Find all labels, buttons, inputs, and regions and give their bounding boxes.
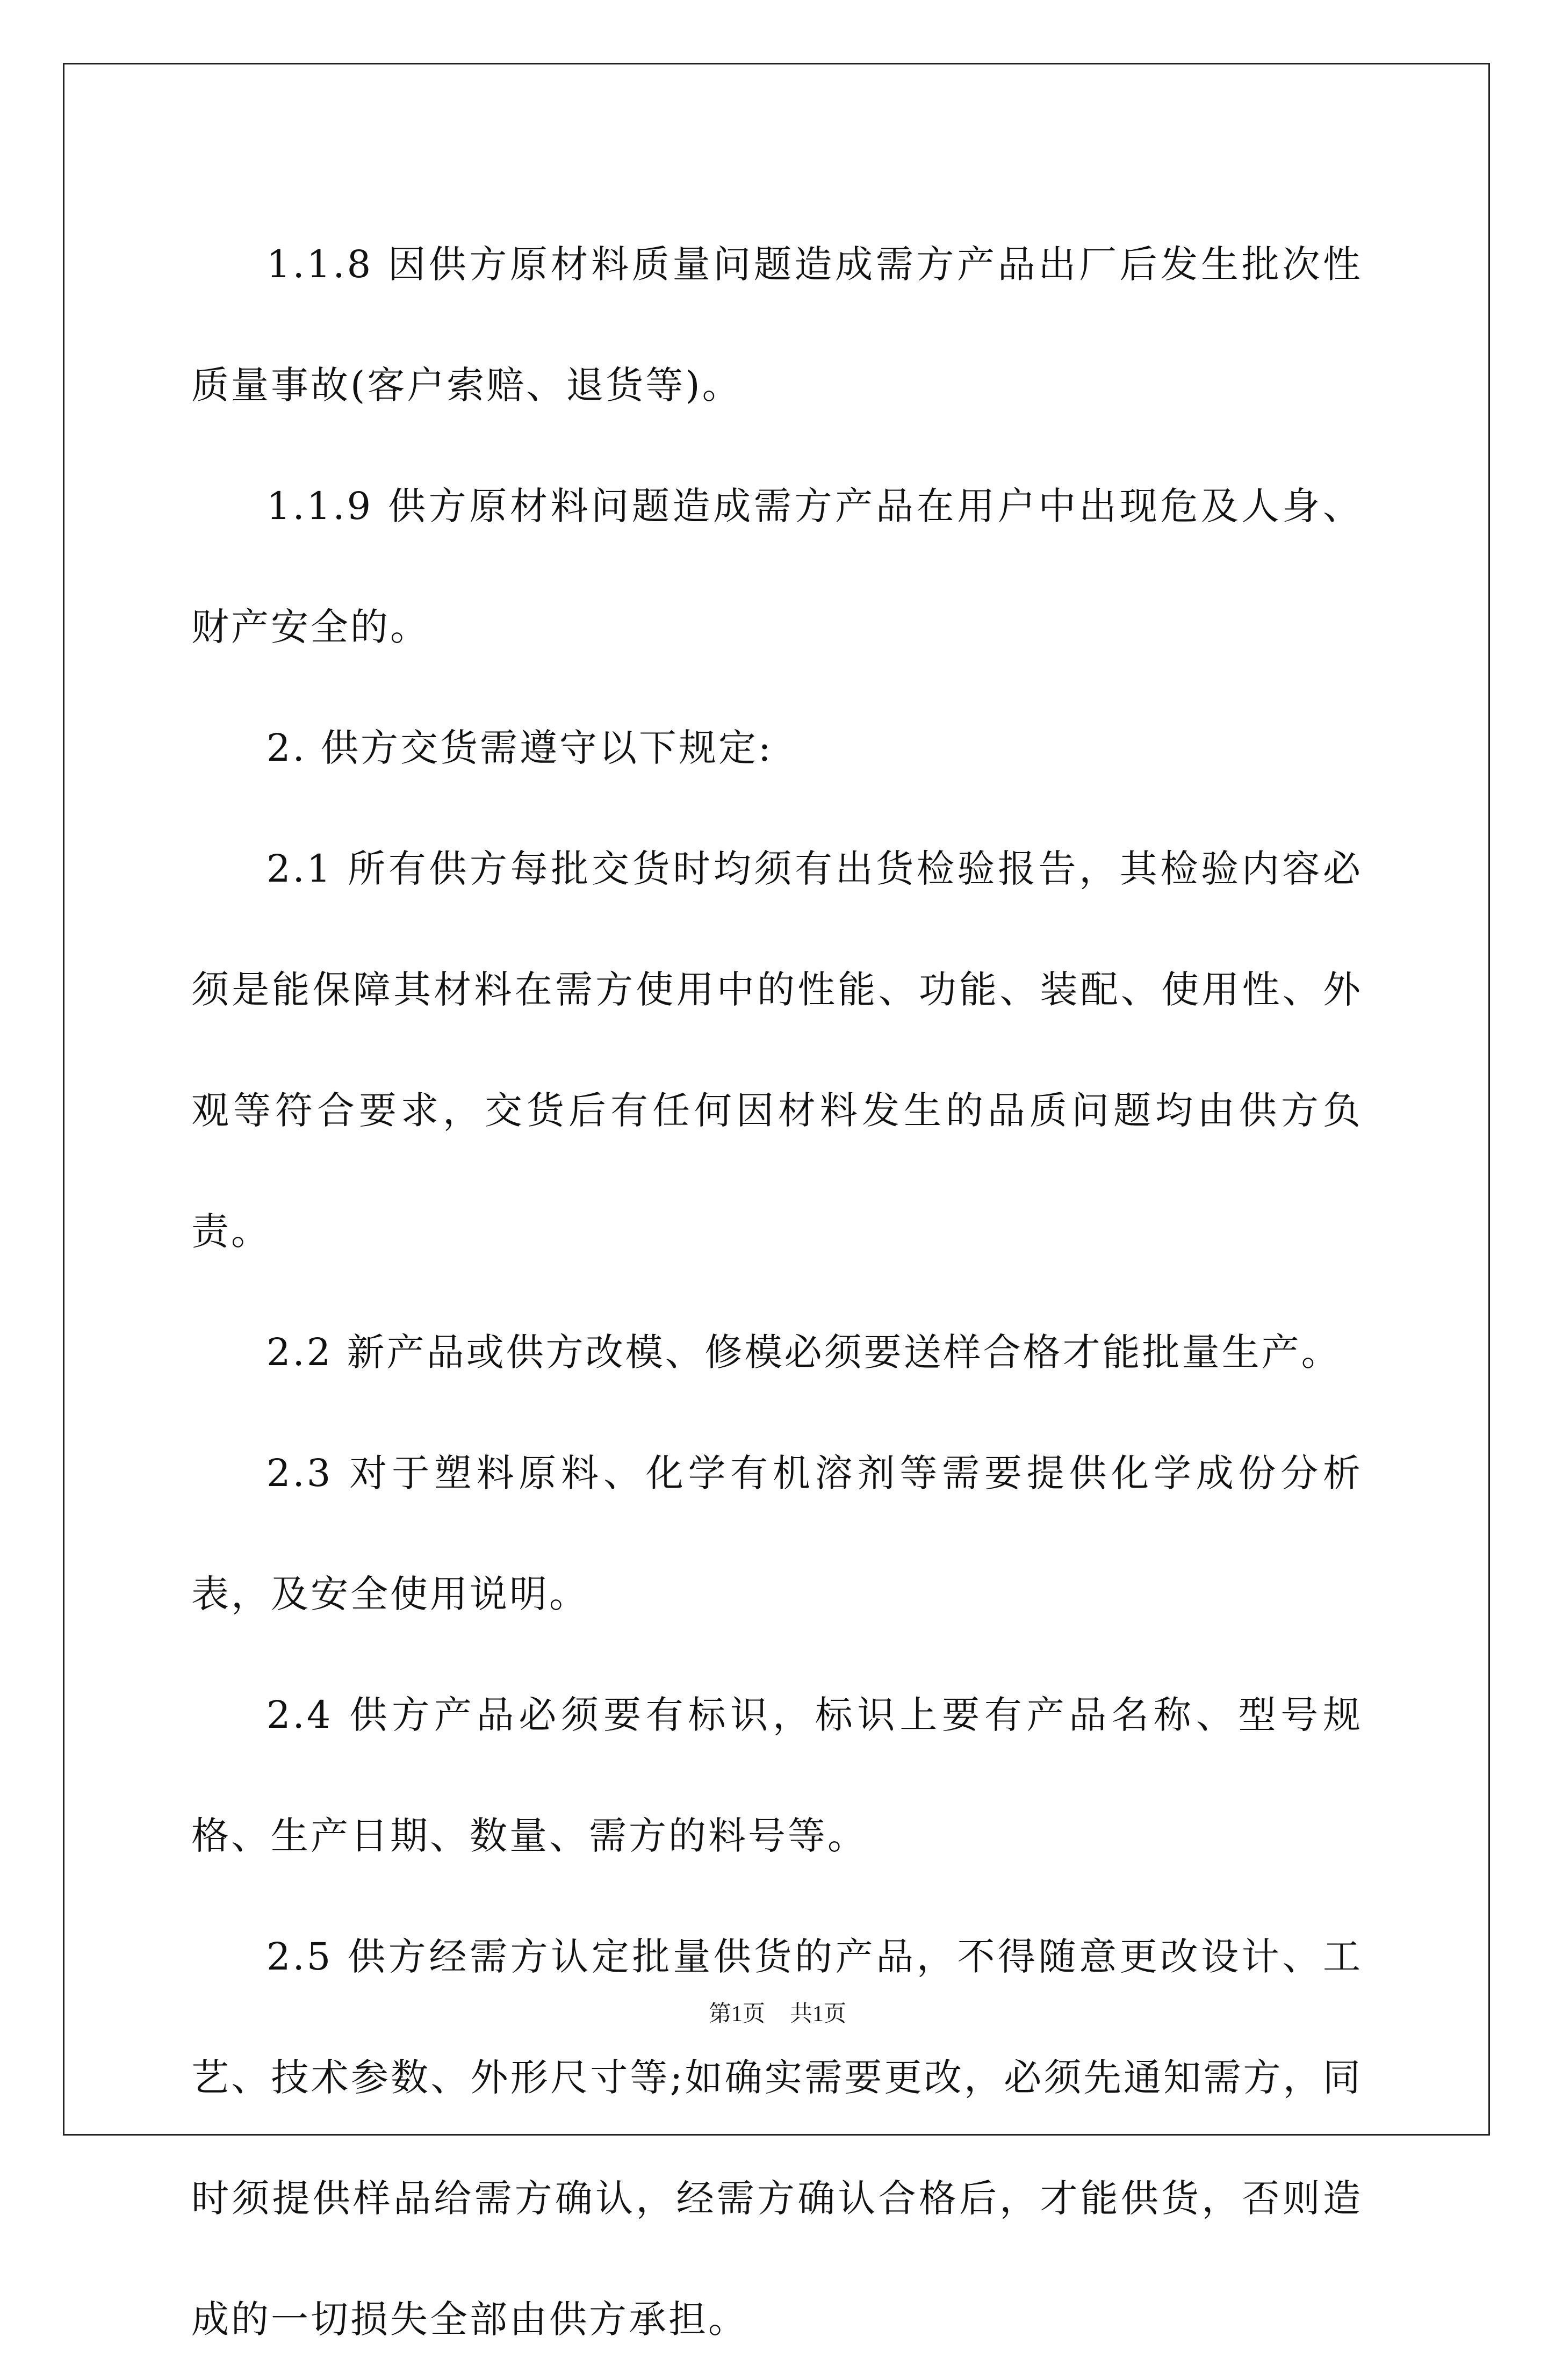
paragraph-2: 2. 供方交货需遵守以下规定: — [267, 726, 773, 770]
paragraph-2-1: 2.1 所有供方每批交货时均须有出货检验报告，其检验内容必须是能保障其材料在需方使用中的性能、功能、装配、使用性、外观等符合要求，交货后有任何因材料发生的品质问题均由供方负责。 — [191, 847, 1363, 1253]
paragraph-2-4: 2.4 供方产品必须要有标识，标识上要有产品名称、型号规格、生产日期、数量、需方的料号等。 — [191, 1693, 1363, 1858]
paragraph-2-5: 2.5 供方经需方认定批量供货的产品，不得随意更改设计、工艺、技术参数、外形尺寸等;如确实需要更改，必须先通知需方，同时须提供样品给需方确认，经需方确认合格后，才能供货，否则造成的一切损失全部由供方承担。 — [191, 1935, 1363, 2341]
page-number-current: 第1页 — [708, 2002, 765, 2026]
page-footer — [0, 1996, 1555, 2028]
page-number-total: 共1页 — [790, 2002, 847, 2026]
paragraph-1-1-8: 1.1.8 因供方原材料质量问题造成需方产品出厂后发生批次性质量事故(客户索赔、退货等)。 — [191, 242, 1363, 407]
document-body — [191, 204, 1363, 2380]
paragraph-1-1-9: 1.1.9 供方原材料问题造成需方产品在用户中出现危及人身、财产安全的。 — [191, 484, 1363, 649]
paragraph-2-2: 2.2 新产品或供方改模、修模必须要送样合格才能批量生产。 — [267, 1330, 1341, 1374]
paragraph-2-3: 2.3 对于塑料原料、化学有机溶剂等需要提供化学成份分析表，及安全使用说明。 — [191, 1451, 1363, 1616]
